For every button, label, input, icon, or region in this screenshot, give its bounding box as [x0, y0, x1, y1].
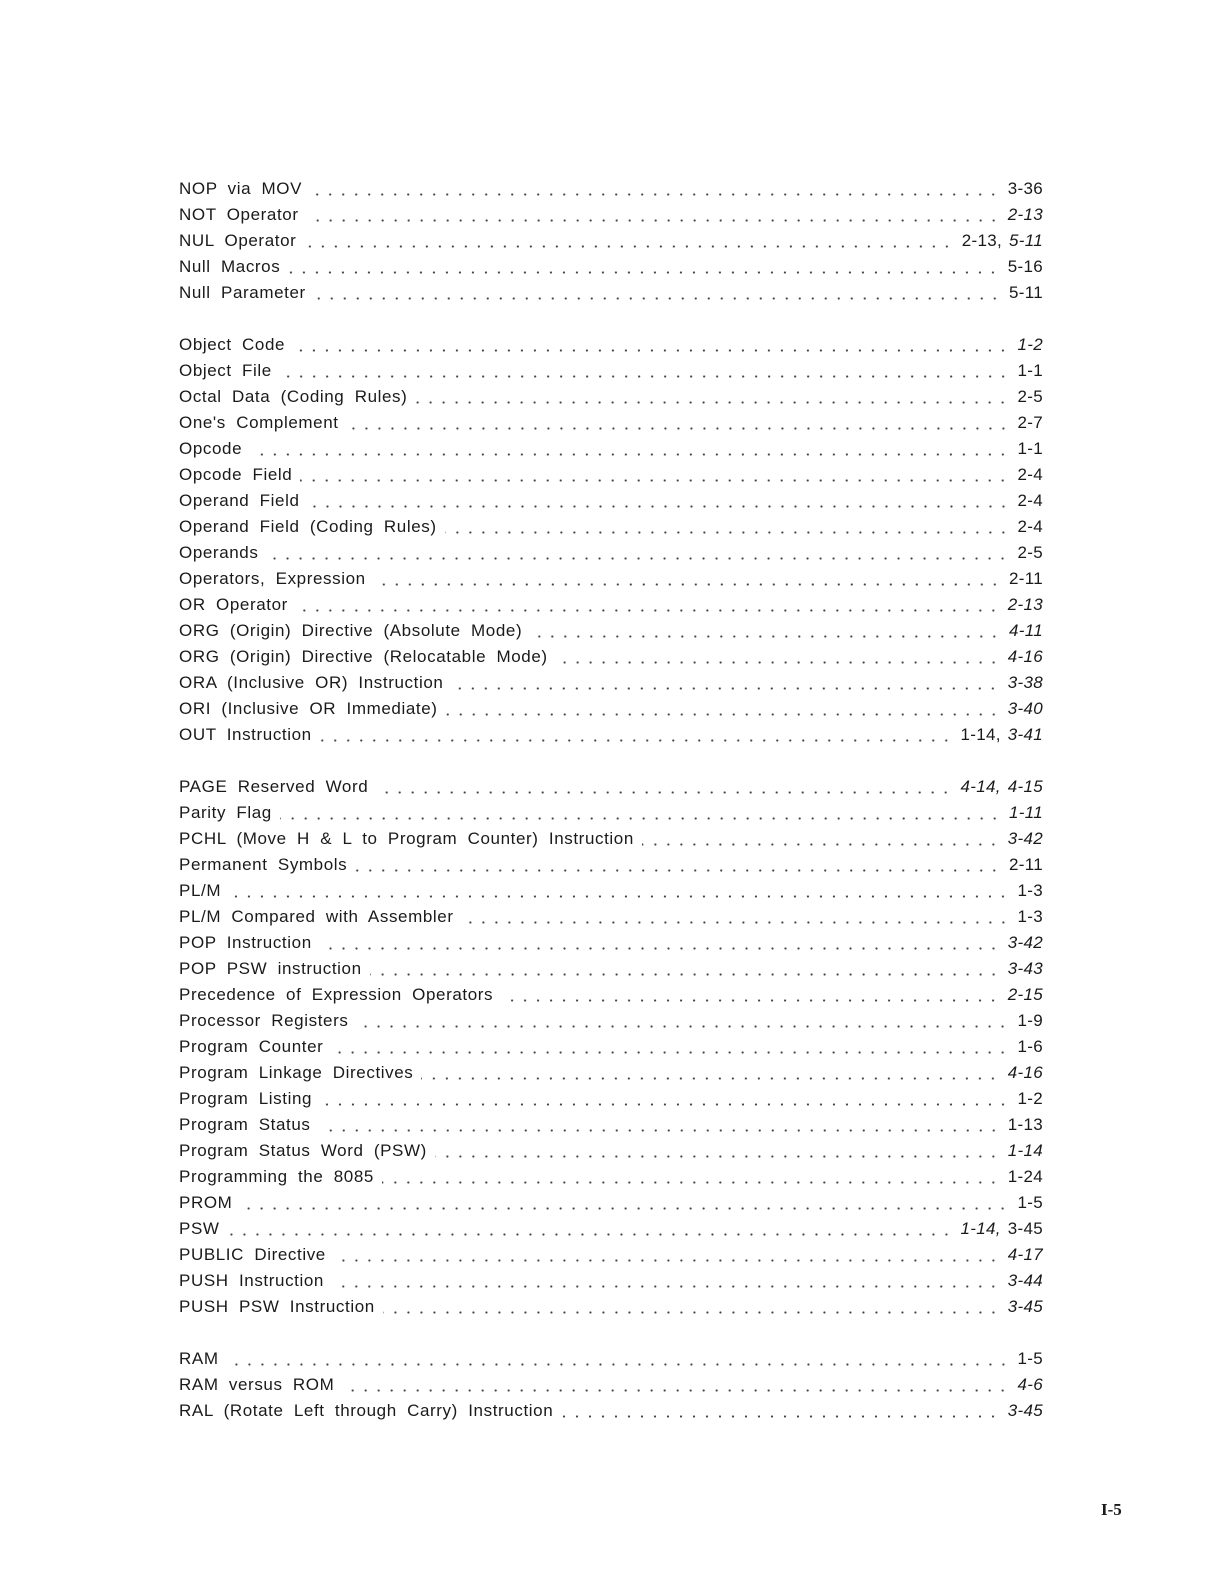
index-term: ORG (Origin) Directive (Relocatable Mode) — [179, 647, 548, 666]
index-entry — [179, 722, 1043, 748]
dot-leader — [374, 582, 1001, 587]
dot-leader — [308, 504, 1010, 509]
index-entry — [179, 462, 1043, 488]
index-pages — [1018, 1034, 1043, 1060]
index-entry — [179, 566, 1043, 592]
dot-leader — [451, 686, 999, 691]
index-pages — [1008, 1060, 1043, 1086]
index-entry — [179, 670, 1043, 696]
dot-leader — [561, 1414, 1000, 1419]
page-reference: 4-15 — [1007, 777, 1043, 796]
dot-leader — [332, 1284, 1000, 1289]
dot-leader — [342, 1388, 1009, 1393]
page-reference: 3-45 — [1007, 1297, 1043, 1316]
index-entry — [179, 228, 1043, 254]
index-entry — [179, 1086, 1043, 1112]
page-reference: 4-16 — [1007, 647, 1043, 666]
index-term: PUSH Instruction — [179, 1271, 324, 1290]
dot-leader — [446, 712, 1000, 717]
index-entry — [179, 514, 1043, 540]
index-entry — [179, 774, 1043, 800]
index-pages — [1018, 358, 1043, 384]
index-term: Program Status Word (PSW) — [179, 1141, 427, 1160]
index-pages — [1008, 254, 1043, 280]
index-term: Precedence of Expression Operators — [179, 985, 494, 1004]
dot-leader — [382, 1180, 1000, 1185]
index-term: PAGE Reserved Word — [179, 777, 369, 796]
index-term: PUSH PSW Instruction — [179, 1297, 375, 1316]
dot-leader — [347, 426, 1010, 431]
page-reference: 4-11 — [1009, 621, 1043, 640]
index-list — [179, 176, 1043, 1450]
index-term: Program Status — [179, 1115, 311, 1134]
dot-leader — [421, 1076, 999, 1081]
index-pages — [1009, 800, 1043, 826]
index-entry — [179, 852, 1043, 878]
page-reference: 3-43 — [1007, 959, 1043, 978]
index-term: PUBLIC Directive — [179, 1245, 326, 1264]
index-term: Program Listing — [179, 1089, 313, 1108]
index-group-n — [179, 176, 1043, 306]
index-entry — [179, 1268, 1043, 1294]
index-pages — [1018, 384, 1043, 410]
index-term: PL/M — [179, 881, 222, 900]
page-reference: 2-13 — [1007, 595, 1043, 614]
index-pages — [1018, 514, 1043, 540]
page-reference: 1-5 — [1017, 1349, 1043, 1368]
dot-leader — [445, 530, 1010, 535]
index-pages — [1018, 488, 1043, 514]
page-reference: 3-42 — [1007, 829, 1043, 848]
index-term: NOT Operator — [179, 205, 299, 224]
dot-leader — [501, 998, 1000, 1003]
index-pages — [1018, 1372, 1043, 1398]
page-reference: 1-13 — [1007, 1115, 1043, 1134]
index-entry — [179, 826, 1043, 852]
dot-leader — [415, 400, 1009, 405]
index-term: Program Linkage Directives — [179, 1063, 414, 1082]
index-group-r — [179, 1346, 1043, 1424]
index-pages — [1009, 618, 1043, 644]
index-pages — [1018, 1086, 1043, 1112]
index-entry — [179, 696, 1043, 722]
page-reference: 2-5 — [1017, 543, 1043, 562]
page-reference: 5-11 — [1009, 231, 1043, 250]
index-entry — [179, 618, 1043, 644]
index-pages — [1008, 1164, 1043, 1190]
page-reference: 1-14, — [960, 725, 1001, 744]
page-reference: 2-5 — [1017, 387, 1043, 406]
dot-leader — [266, 556, 1009, 561]
index-term: PROM — [179, 1193, 233, 1212]
index-term: Operators, Expression — [179, 569, 366, 588]
page-reference: 1-2 — [1017, 335, 1043, 354]
dot-leader — [334, 1258, 1000, 1263]
page-reference: 4-14, — [960, 777, 1001, 796]
index-entry — [179, 358, 1043, 384]
page-reference: 4-16 — [1007, 1063, 1043, 1082]
page-reference: 3-38 — [1007, 673, 1043, 692]
page-reference: 2-15 — [1007, 985, 1043, 1004]
index-pages — [1008, 1268, 1043, 1294]
index-pages — [1018, 332, 1043, 358]
index-term: POP PSW instruction — [179, 959, 362, 978]
dot-leader — [376, 790, 952, 795]
index-term: OR Operator — [179, 595, 288, 614]
index-term: ORI (Inclusive OR Immediate) — [179, 699, 438, 718]
page-reference: 2-4 — [1017, 517, 1043, 536]
dot-leader — [530, 634, 1001, 639]
page-reference: 3-45 — [1007, 1219, 1043, 1238]
index-entry — [179, 1034, 1043, 1060]
index-entry — [179, 176, 1043, 202]
index-entry — [179, 930, 1043, 956]
index-term: RAM versus ROM — [179, 1375, 335, 1394]
index-pages — [1018, 462, 1043, 488]
index-entry — [179, 1398, 1043, 1424]
page-reference: 1-14 — [1007, 1141, 1043, 1160]
index-term: Operand Field (Coding Rules) — [179, 517, 437, 536]
page-reference: 4-17 — [1007, 1245, 1043, 1264]
page-reference: 1-3 — [1017, 907, 1043, 926]
dot-leader — [293, 348, 1009, 353]
index-entry — [179, 410, 1043, 436]
index-term: ORA (Inclusive OR) Instruction — [179, 673, 444, 692]
dot-leader — [383, 1310, 1000, 1315]
index-entry — [179, 436, 1043, 462]
index-pages — [1008, 930, 1043, 956]
index-entry — [179, 202, 1043, 228]
page-reference: 1-9 — [1017, 1011, 1043, 1030]
dot-leader — [320, 738, 953, 743]
index-entry — [179, 800, 1043, 826]
index-term: OUT Instruction — [179, 725, 312, 744]
page-reference: 1-5 — [1017, 1193, 1043, 1212]
index-term: Octal Data (Coding Rules) — [179, 387, 408, 406]
page-reference: 1-6 — [1017, 1037, 1043, 1056]
page-reference: 2-4 — [1017, 465, 1043, 484]
index-pages — [1008, 1242, 1043, 1268]
dot-leader — [462, 920, 1010, 925]
index-term: Object File — [179, 361, 272, 380]
index-pages — [1008, 1112, 1043, 1138]
index-pages — [1008, 982, 1043, 1008]
index-term: RAM — [179, 1349, 219, 1368]
index-pages — [1009, 852, 1043, 878]
index-term: Processor Registers — [179, 1011, 349, 1030]
index-entry — [179, 592, 1043, 618]
page-reference: 4-6 — [1017, 1375, 1043, 1394]
index-entry — [179, 1190, 1043, 1216]
page-reference: 3-44 — [1007, 1271, 1043, 1290]
dot-leader — [228, 1232, 953, 1237]
index-entry — [179, 982, 1043, 1008]
index-term: PSW — [179, 1219, 220, 1238]
page-reference: 3-41 — [1007, 725, 1043, 744]
index-term: POP Instruction — [179, 933, 312, 952]
index-pages — [1008, 826, 1043, 852]
index-group-o — [179, 332, 1043, 748]
dot-leader — [320, 946, 1000, 951]
index-entry — [179, 488, 1043, 514]
index-pages — [1008, 670, 1043, 696]
index-entry — [179, 904, 1043, 930]
index-pages — [960, 1216, 1043, 1242]
page-reference: 2-7 — [1017, 413, 1043, 432]
index-pages — [1008, 202, 1043, 228]
dot-leader — [307, 218, 1000, 223]
dot-leader — [435, 1154, 1000, 1159]
index-term: Opcode — [179, 439, 243, 458]
index-pages — [1008, 644, 1043, 670]
dot-leader — [556, 660, 1000, 665]
page-reference: 1-3 — [1017, 881, 1043, 900]
dot-leader — [319, 1128, 1000, 1133]
index-entry — [179, 254, 1043, 280]
dot-leader — [356, 1024, 1009, 1029]
page-reference: 2-4 — [1017, 491, 1043, 510]
page-reference: 3-40 — [1007, 699, 1043, 718]
page-reference: 3-36 — [1007, 179, 1043, 198]
page-reference: 3-45 — [1007, 1401, 1043, 1420]
index-pages — [1018, 904, 1043, 930]
index-entry — [179, 644, 1043, 670]
dot-leader — [304, 244, 953, 249]
index-pages — [1018, 1346, 1043, 1372]
dot-leader — [331, 1050, 1009, 1055]
index-pages — [1018, 436, 1043, 462]
dot-leader — [227, 1362, 1010, 1367]
index-pages — [1008, 592, 1043, 618]
dot-leader — [280, 374, 1010, 379]
index-pages — [1018, 878, 1043, 904]
dot-leader — [280, 816, 1001, 821]
index-pages — [962, 228, 1043, 254]
page-reference: 1-1 — [1017, 439, 1043, 458]
index-term: Operand Field — [179, 491, 300, 510]
index-term: Programming the 8085 — [179, 1167, 374, 1186]
dot-leader — [229, 894, 1009, 899]
index-entry — [179, 956, 1043, 982]
index-pages — [960, 722, 1043, 748]
index-term: One's Complement — [179, 413, 339, 432]
index-pages — [1018, 1190, 1043, 1216]
index-entry — [179, 384, 1043, 410]
index-entry — [179, 540, 1043, 566]
page-reference: 2-13, — [961, 231, 1002, 250]
index-entry — [179, 1294, 1043, 1320]
index-term: Null Macros — [179, 257, 281, 276]
page-reference: 1-11 — [1009, 803, 1043, 822]
page-reference: 5-11 — [1009, 283, 1043, 302]
index-entry — [179, 1164, 1043, 1190]
index-pages — [1008, 696, 1043, 722]
index-entry — [179, 878, 1043, 904]
page-reference: 2-11 — [1009, 569, 1043, 588]
index-term: PCHL (Move H & L to Program Counter) Instruction — [179, 829, 634, 848]
index-pages — [1008, 1138, 1043, 1164]
index-term: Permanent Symbols — [179, 855, 348, 874]
dot-leader — [370, 972, 1000, 977]
index-entry — [179, 332, 1043, 358]
page-reference: 2-13 — [1007, 205, 1043, 224]
index-term: PL/M Compared with Assembler — [179, 907, 454, 926]
dot-leader — [300, 478, 1009, 483]
page-number: I-5 — [1101, 1500, 1122, 1519]
index-term: Parity Flag — [179, 803, 272, 822]
index-pages — [1009, 566, 1043, 592]
dot-leader — [320, 1102, 1009, 1107]
page-reference: 1-2 — [1017, 1089, 1043, 1108]
index-term: Program Counter — [179, 1037, 324, 1056]
page-reference: 1-24 — [1007, 1167, 1043, 1186]
dot-leader — [355, 868, 1001, 873]
index-entry — [179, 1060, 1043, 1086]
index-entry — [179, 1138, 1043, 1164]
index-term: RAL (Rotate Left through Carry) Instruction — [179, 1401, 554, 1420]
index-entry — [179, 1346, 1043, 1372]
index-pages — [960, 774, 1043, 800]
index-pages — [1008, 956, 1043, 982]
index-group-p — [179, 774, 1043, 1320]
index-pages — [1018, 540, 1043, 566]
dot-leader — [250, 452, 1009, 457]
index-entry — [179, 1008, 1043, 1034]
index-pages — [1018, 1008, 1043, 1034]
dot-leader — [642, 842, 1000, 847]
index-pages — [1008, 1294, 1043, 1320]
dot-leader — [288, 270, 999, 275]
index-pages — [1018, 410, 1043, 436]
index-term: Null Parameter — [179, 283, 306, 302]
index-pages — [1009, 280, 1043, 306]
dot-leader — [310, 192, 1000, 197]
index-term: Object Code — [179, 335, 286, 354]
index-entry — [179, 1372, 1043, 1398]
dot-leader — [314, 296, 1001, 301]
page-reference: 1-1 — [1017, 361, 1043, 380]
page-reference: 3-42 — [1007, 933, 1043, 952]
index-entry — [179, 1242, 1043, 1268]
index-term: NUL Operator — [179, 231, 297, 250]
index-entry — [179, 280, 1043, 306]
dot-leader — [296, 608, 1000, 613]
index-term: NOP via MOV — [179, 179, 303, 198]
index-pages — [1008, 176, 1043, 202]
index-term: Operands — [179, 543, 259, 562]
dot-leader — [240, 1206, 1009, 1211]
index-term: Opcode Field — [179, 465, 293, 484]
index-pages — [1008, 1398, 1043, 1424]
index-entry — [179, 1112, 1043, 1138]
index-term: ORG (Origin) Directive (Absolute Mode) — [179, 621, 523, 640]
page-reference: 5-16 — [1007, 257, 1043, 276]
index-entry — [179, 1216, 1043, 1242]
page-reference: 2-11 — [1009, 855, 1043, 874]
page-reference: 1-14, — [960, 1219, 1001, 1238]
